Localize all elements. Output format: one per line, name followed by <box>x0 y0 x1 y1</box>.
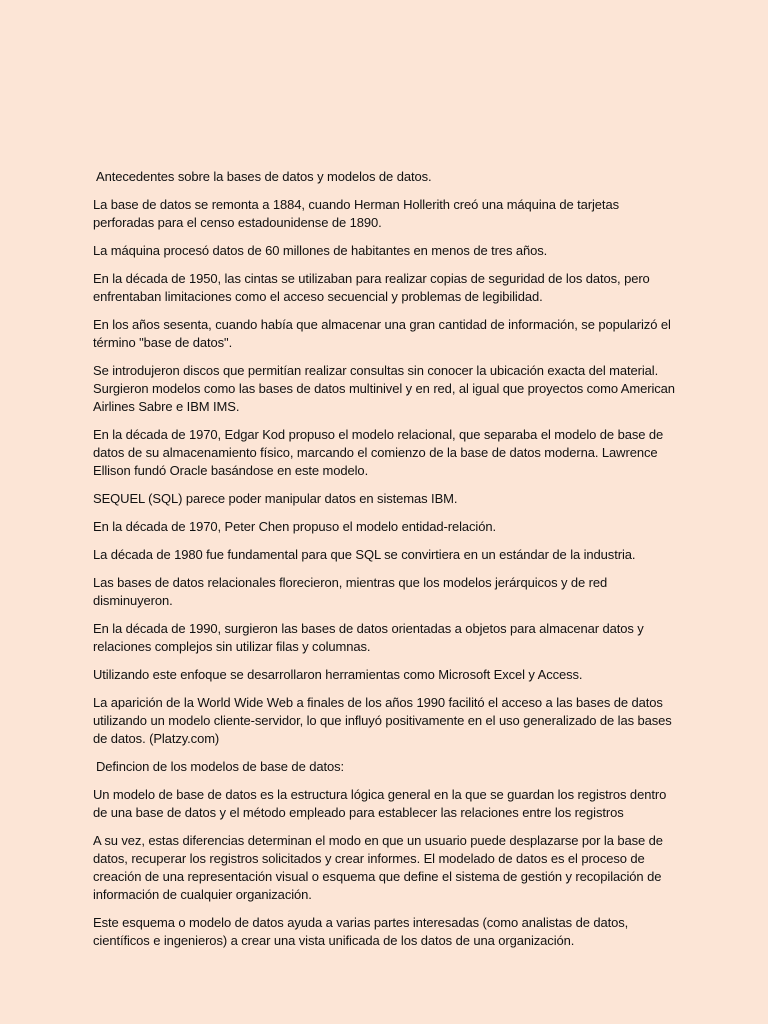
paragraph-sequel: SEQUEL (SQL) parece poder manipular datos en sistemas IBM. <box>93 491 458 506</box>
paragraph-modelo-definicion: Un modelo de base de datos es la estructura lógica general en la que se guardan los registros dentro de una base de datos y el método empleado para establecer las relaciones entre los registros <box>93 787 667 820</box>
paragraph-1884: La base de datos se remonta a 1884, cuando Herman Hollerith creó una máquina de tarjetas perforadas para el censo estadounidense de 1890. <box>93 197 619 230</box>
section-heading-antecedentes: Antecedentes sobre la bases de datos y modelos de datos. <box>96 169 432 184</box>
paragraph-maquina: La máquina procesó datos de 60 millones de habitantes en menos de tres años. <box>93 243 548 258</box>
paragraph-esquema: Este esquema o modelo de datos ayuda a varias partes interesadas (como analistas de datos, científicos e ingenieros) a crear una vista unificada de los datos de una organización. <box>93 915 629 948</box>
paragraph-1990: En la década de 1990, surgieron las bases de datos orientadas a objetos para almacenar datos y relaciones complejos sin utilizar filas y columnas. <box>93 621 644 654</box>
paragraph-1950: En la década de 1950, las cintas se utilizaban para realizar copias de seguridad de los datos, pero enfrentaban limitaciones como el acceso secuencial y problemas de legibilidad. <box>93 271 650 304</box>
paragraph-diferencias: A su vez, estas diferencias determinan el modo en que un usuario puede desplazarse por la base de datos, recuperar los registros solicitados y crear informes. El modelado de datos es el proceso de creación de una representación visual o esquema que define el sistema de gestión y recopilación de información de cualquier organización. <box>93 833 663 902</box>
paragraph-1980: La década de 1980 fue fundamental para que SQL se convirtiera en un estándar de la industria. <box>93 547 636 562</box>
paragraph-discos: Se introdujeron discos que permitían realizar consultas sin conocer la ubicación exacta del material. Surgieron modelos como las bases de datos multinivel y en red, al igual que proyectos como American Airlines Sabre e IBM IMS. <box>93 363 675 414</box>
paragraph-herramientas: Utilizando este enfoque se desarrollaron herramientas como Microsoft Excel y Access. <box>93 667 583 682</box>
section-heading-definicion: Defincion de los modelos de base de datos: <box>96 759 345 774</box>
paragraph-relacionales: Las bases de datos relacionales florecieron, mientras que los modelos jerárquicos y de red disminuyeron. <box>93 575 608 608</box>
paragraph-peter-chen: En la década de 1970, Peter Chen propuso el modelo entidad-relación. <box>93 519 496 534</box>
paragraph-world-wide-web: La aparición de la World Wide Web a finales de los años 1990 facilitó el acceso a las bases de datos utilizando un modelo cliente-servidor, lo que influyó positivamente en el uso generalizado de las bases de datos. (Platzy.com) <box>93 695 672 746</box>
document-page <box>93 168 678 960</box>
paragraph-sesenta: En los años sesenta, cuando había que almacenar una gran cantidad de información, se popularizó el término "base de datos". <box>93 317 671 350</box>
paragraph-edgar-kod: En la década de 1970, Edgar Kod propuso el modelo relacional, que separaba el modelo de base de datos de su almacenamiento físico, marcando el comienzo de la base de datos moderna. Lawrence Ellison fundó Oracle basándose en este modelo. <box>93 427 664 478</box>
